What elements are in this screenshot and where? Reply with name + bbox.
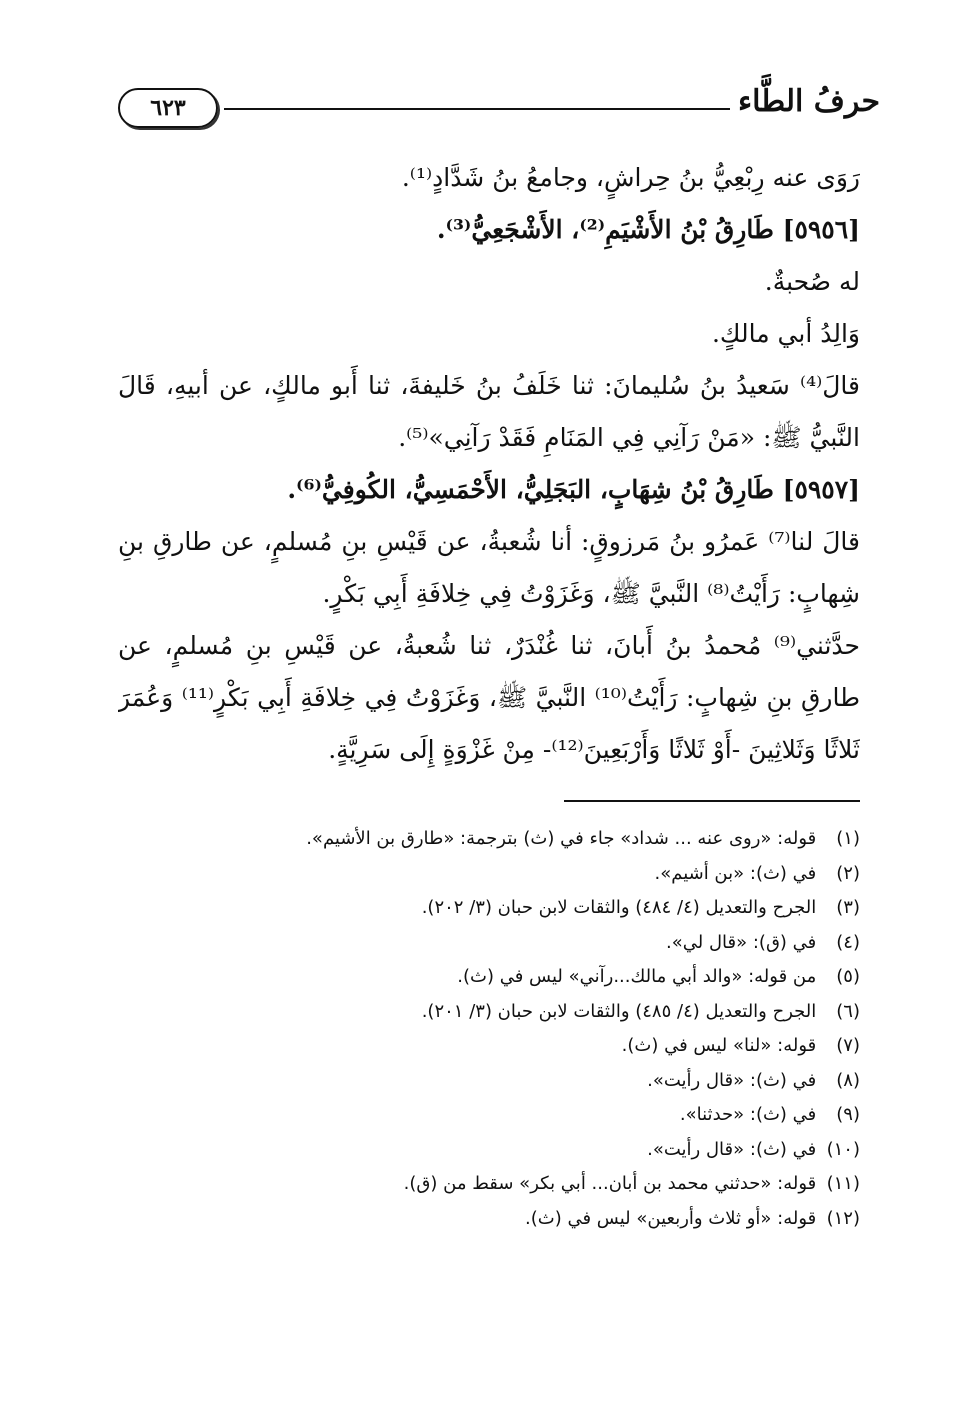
footnote-number: (١): [836, 828, 860, 849]
footnote-item: [118, 857, 860, 892]
footnote-separator: [564, 800, 860, 802]
footnote-item: [118, 960, 860, 995]
footnote-item: [118, 1029, 860, 1064]
footnote-text: قوله: «روى عنه ... شداد» جاء في (ث) بترجمة: «طارق بن الأشيم».: [306, 828, 817, 849]
footnote-text: في (ث): «حدثنا».: [679, 1104, 817, 1125]
footnote-item: [118, 1167, 860, 1202]
footnote-number: (٨): [836, 1069, 860, 1091]
footnote-item: [118, 822, 860, 857]
main-text: [118, 152, 860, 776]
footnote-item: [118, 926, 860, 961]
footnote-number: (١١): [826, 1173, 860, 1194]
footnote-text: في (ث): «قال رأيت».: [647, 1069, 817, 1091]
footnote-number: (٣): [836, 897, 860, 918]
page-number: ٦٢٣: [150, 95, 186, 121]
footnote-number: (١٢): [826, 1207, 860, 1229]
footnote-number: (٩): [836, 1104, 860, 1125]
page-number-badge: [118, 88, 218, 128]
text-line: قالَ⁽⁴⁾ سَعيدُ بنُ سُليمانَ: ثنا خَلَفُ بنُ خَليفةَ، ثنا أَبو مالكٍ، عن أبيهِ، قَالَ: [118, 371, 860, 400]
footnote-item: [118, 1133, 860, 1168]
footnote-text: في (ث): «قال رأيت».: [647, 1138, 817, 1160]
footnote-item: [118, 891, 860, 926]
footnote-number: (٢): [836, 862, 860, 884]
footnote-text: من قوله: «والد أبي مالك...رآني» ليس في (ث).: [457, 966, 817, 987]
footnote-text: الجرح والتعديل (٤/ ٤٨٥) والثقات لابن حبان (٣/ ٢٠١).: [421, 1000, 817, 1022]
footnote-number: (١٠): [826, 1138, 860, 1160]
text-line: قالَ لنا⁽⁷⁾ عَمرُو بنُ مَرزوقٍ: أنا شُعبةُ، عن قَيْسِ بنِ مُسلمٍ، عن طارقِ بنِ: [118, 527, 860, 556]
text-line: رَوَى عنه رِبْعِيُّ بنُ حِراشٍ، وجامعُ بنُ شَدَّادٍ⁽¹⁾.: [401, 163, 860, 192]
text-line: حدَّثني⁽⁹⁾ مُحمدُ بنُ أَبانَ، ثنا غُنْدَرٌ، ثنا شُعبةُ، عن قَيْسِ بنِ مُسلمٍ، عن: [118, 631, 860, 660]
entry-heading-5957: [٥٩٥٧] طَارِقُ بْنُ شِهَابٍ، البَجَلِيُّ، الأَحْمَسِيُّ، الكُوفِيُّ⁽⁶⁾.: [287, 475, 860, 504]
text-line: النَّبيُّ ﷺ: «مَنْ رَآنِي فِي المَنَامِ فَقَدْ رَآنِي»⁽⁵⁾.: [398, 423, 860, 452]
footnote-number: (٧): [836, 1035, 860, 1056]
footnote-text: في (ث): «بن أشيم».: [654, 862, 817, 884]
footnote-text: قوله: «أو ثلاث وأربعين» ليس في (ث).: [525, 1207, 817, 1229]
text-line: ثَلاثًا وَثَلاثِينَ -أَوْ ثَلاثًا وَأَرْبَعِينَ⁽¹²⁾- مِنْ غَزْوَةٍ إِلَى سَرِيَّةٍ.: [328, 735, 860, 764]
text-line: له صُحبةٌ.: [764, 267, 860, 296]
footnote-text: في (ق): «قال لي».: [666, 931, 817, 953]
footnote-text: قوله: «حدثني محمد بن أبان... أبي بكر» سقط من (ق).: [403, 1173, 817, 1194]
entry-heading-5956: [٥٩٥٦] طَارِقُ بْنُ الأَشْيَمِ⁽²⁾، الأَشْجَعِيُّ⁽³⁾.: [436, 215, 860, 244]
text-line: شِهابٍ: رَأَيْتُ⁽⁸⁾ النَّبيَّ ﷺ، وَغَزَوْتُ فِي خِلافَةِ أَبِي بَكْرٍ.: [322, 579, 860, 608]
page-header: [118, 80, 880, 140]
footnote-item: [118, 1064, 860, 1099]
header-rule: [224, 108, 730, 110]
footnote-text: قوله: «لنا» ليس في (ث).: [621, 1035, 817, 1056]
footnote-item: [118, 1098, 860, 1133]
text-line: طارقِ بنِ شِهابٍ: رَأَيْتُ⁽¹⁰⁾ النَّبيَّ ﷺ، وَغَزَوْتُ فِي خِلافَةِ أَبِي بَكْرٍ⁽¹¹⁾ وَعُمَرَ: [118, 683, 860, 712]
text-line: وَالِدُ أبي مالكٍ.: [711, 319, 860, 348]
footnote-number: (٦): [836, 1000, 860, 1022]
footnote-number: (٤): [836, 931, 860, 953]
footnote-item: [118, 995, 860, 1030]
footnote-number: (٥): [836, 966, 860, 987]
footnotes: [118, 822, 860, 1236]
footnote-text: الجرح والتعديل (٤/ ٤٨٤) والثقات لابن حبان (٣/ ٢٠٢).: [421, 897, 817, 918]
footnote-item: [118, 1202, 860, 1237]
chapter-title: حرفُ الطَّاء: [738, 84, 880, 119]
